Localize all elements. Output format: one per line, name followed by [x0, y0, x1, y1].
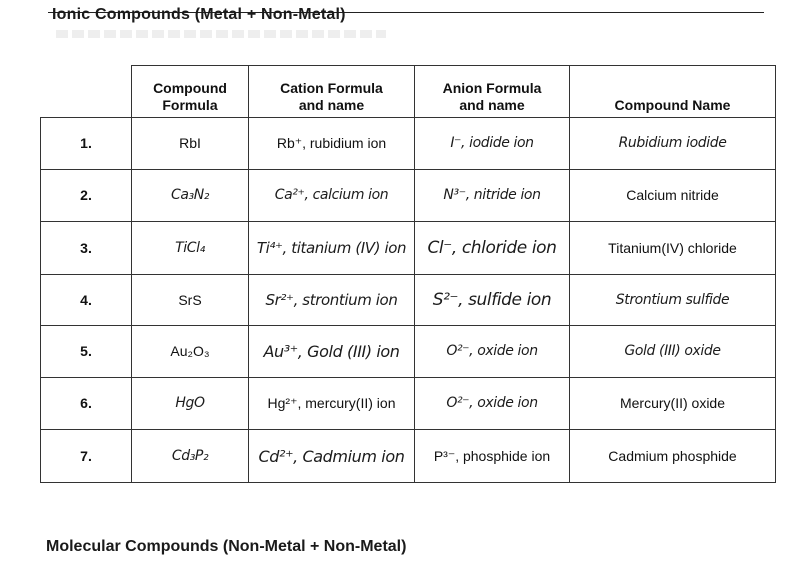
header-row: [41, 66, 776, 118]
header-anion: Anion Formula and name: [415, 66, 570, 118]
faded-subtitle: [56, 30, 386, 38]
header-compound-name: Compound Name: [570, 66, 776, 118]
row-number: 6.: [41, 378, 132, 430]
anion-cell: Cl⁻, chloride ion: [415, 222, 570, 275]
compound-name: Gold (III) oxide: [570, 326, 776, 378]
row-number: 4.: [41, 275, 132, 326]
cation-cell: Sr²⁺, strontium ion: [249, 275, 415, 326]
ionic-compounds-table: [40, 65, 776, 483]
compound-formula: Ca₃N₂: [132, 170, 249, 222]
table-row: [41, 170, 776, 222]
row-number: 2.: [41, 170, 132, 222]
table-row: [41, 378, 776, 430]
compound-name: Titanium(IV) chloride: [570, 222, 776, 275]
cation-cell: Rb⁺, rubidium ion: [249, 118, 415, 170]
table-row: [41, 275, 776, 326]
anion-cell: O²⁻, oxide ion: [415, 326, 570, 378]
compound-name: Strontium sulfide: [570, 275, 776, 326]
page-title: Ionic Compounds (Metal + Non-Metal): [52, 6, 346, 23]
table-row: [41, 430, 776, 483]
row-number: 3.: [41, 222, 132, 275]
table-row: [41, 222, 776, 275]
cation-cell: Ti⁴⁺, titanium (IV) ion: [249, 222, 415, 275]
header-cation: Cation Formula and name: [249, 66, 415, 118]
compound-name: Rubidium iodide: [570, 118, 776, 170]
anion-cell: S²⁻, sulfide ion: [415, 275, 570, 326]
header-compound-formula: Compound Formula: [132, 66, 249, 118]
compound-formula: Cd₃P₂: [132, 430, 249, 483]
compound-name: Mercury(II) oxide: [570, 378, 776, 430]
cation-cell: Au³⁺, Gold (III) ion: [249, 326, 415, 378]
row-number: 7.: [41, 430, 132, 483]
row-number: 5.: [41, 326, 132, 378]
anion-cell: P³⁻, phosphide ion: [415, 430, 570, 483]
corner-cell: [41, 66, 132, 118]
compound-formula: HgO: [132, 378, 249, 430]
anion-cell: N³⁻, nitride ion: [415, 170, 570, 222]
compound-formula: TiCl₄: [132, 222, 249, 275]
table-row: [41, 326, 776, 378]
compound-formula: RbI: [132, 118, 249, 170]
compound-name: Calcium nitride: [570, 170, 776, 222]
row-number: 1.: [41, 118, 132, 170]
cation-cell: Cd²⁺, Cadmium ion: [249, 430, 415, 483]
anion-cell: O²⁻, oxide ion: [415, 378, 570, 430]
table-row: [41, 118, 776, 170]
cation-cell: Hg²⁺, mercury(II) ion: [249, 378, 415, 430]
compound-name: Cadmium phosphide: [570, 430, 776, 483]
molecular-section-title: Molecular Compounds (Non-Metal + Non-Metal): [46, 538, 407, 555]
compound-formula: Au₂O₃: [132, 326, 249, 378]
anion-cell: I⁻, iodide ion: [415, 118, 570, 170]
compound-formula: SrS: [132, 275, 249, 326]
cation-cell: Ca²⁺, calcium ion: [249, 170, 415, 222]
